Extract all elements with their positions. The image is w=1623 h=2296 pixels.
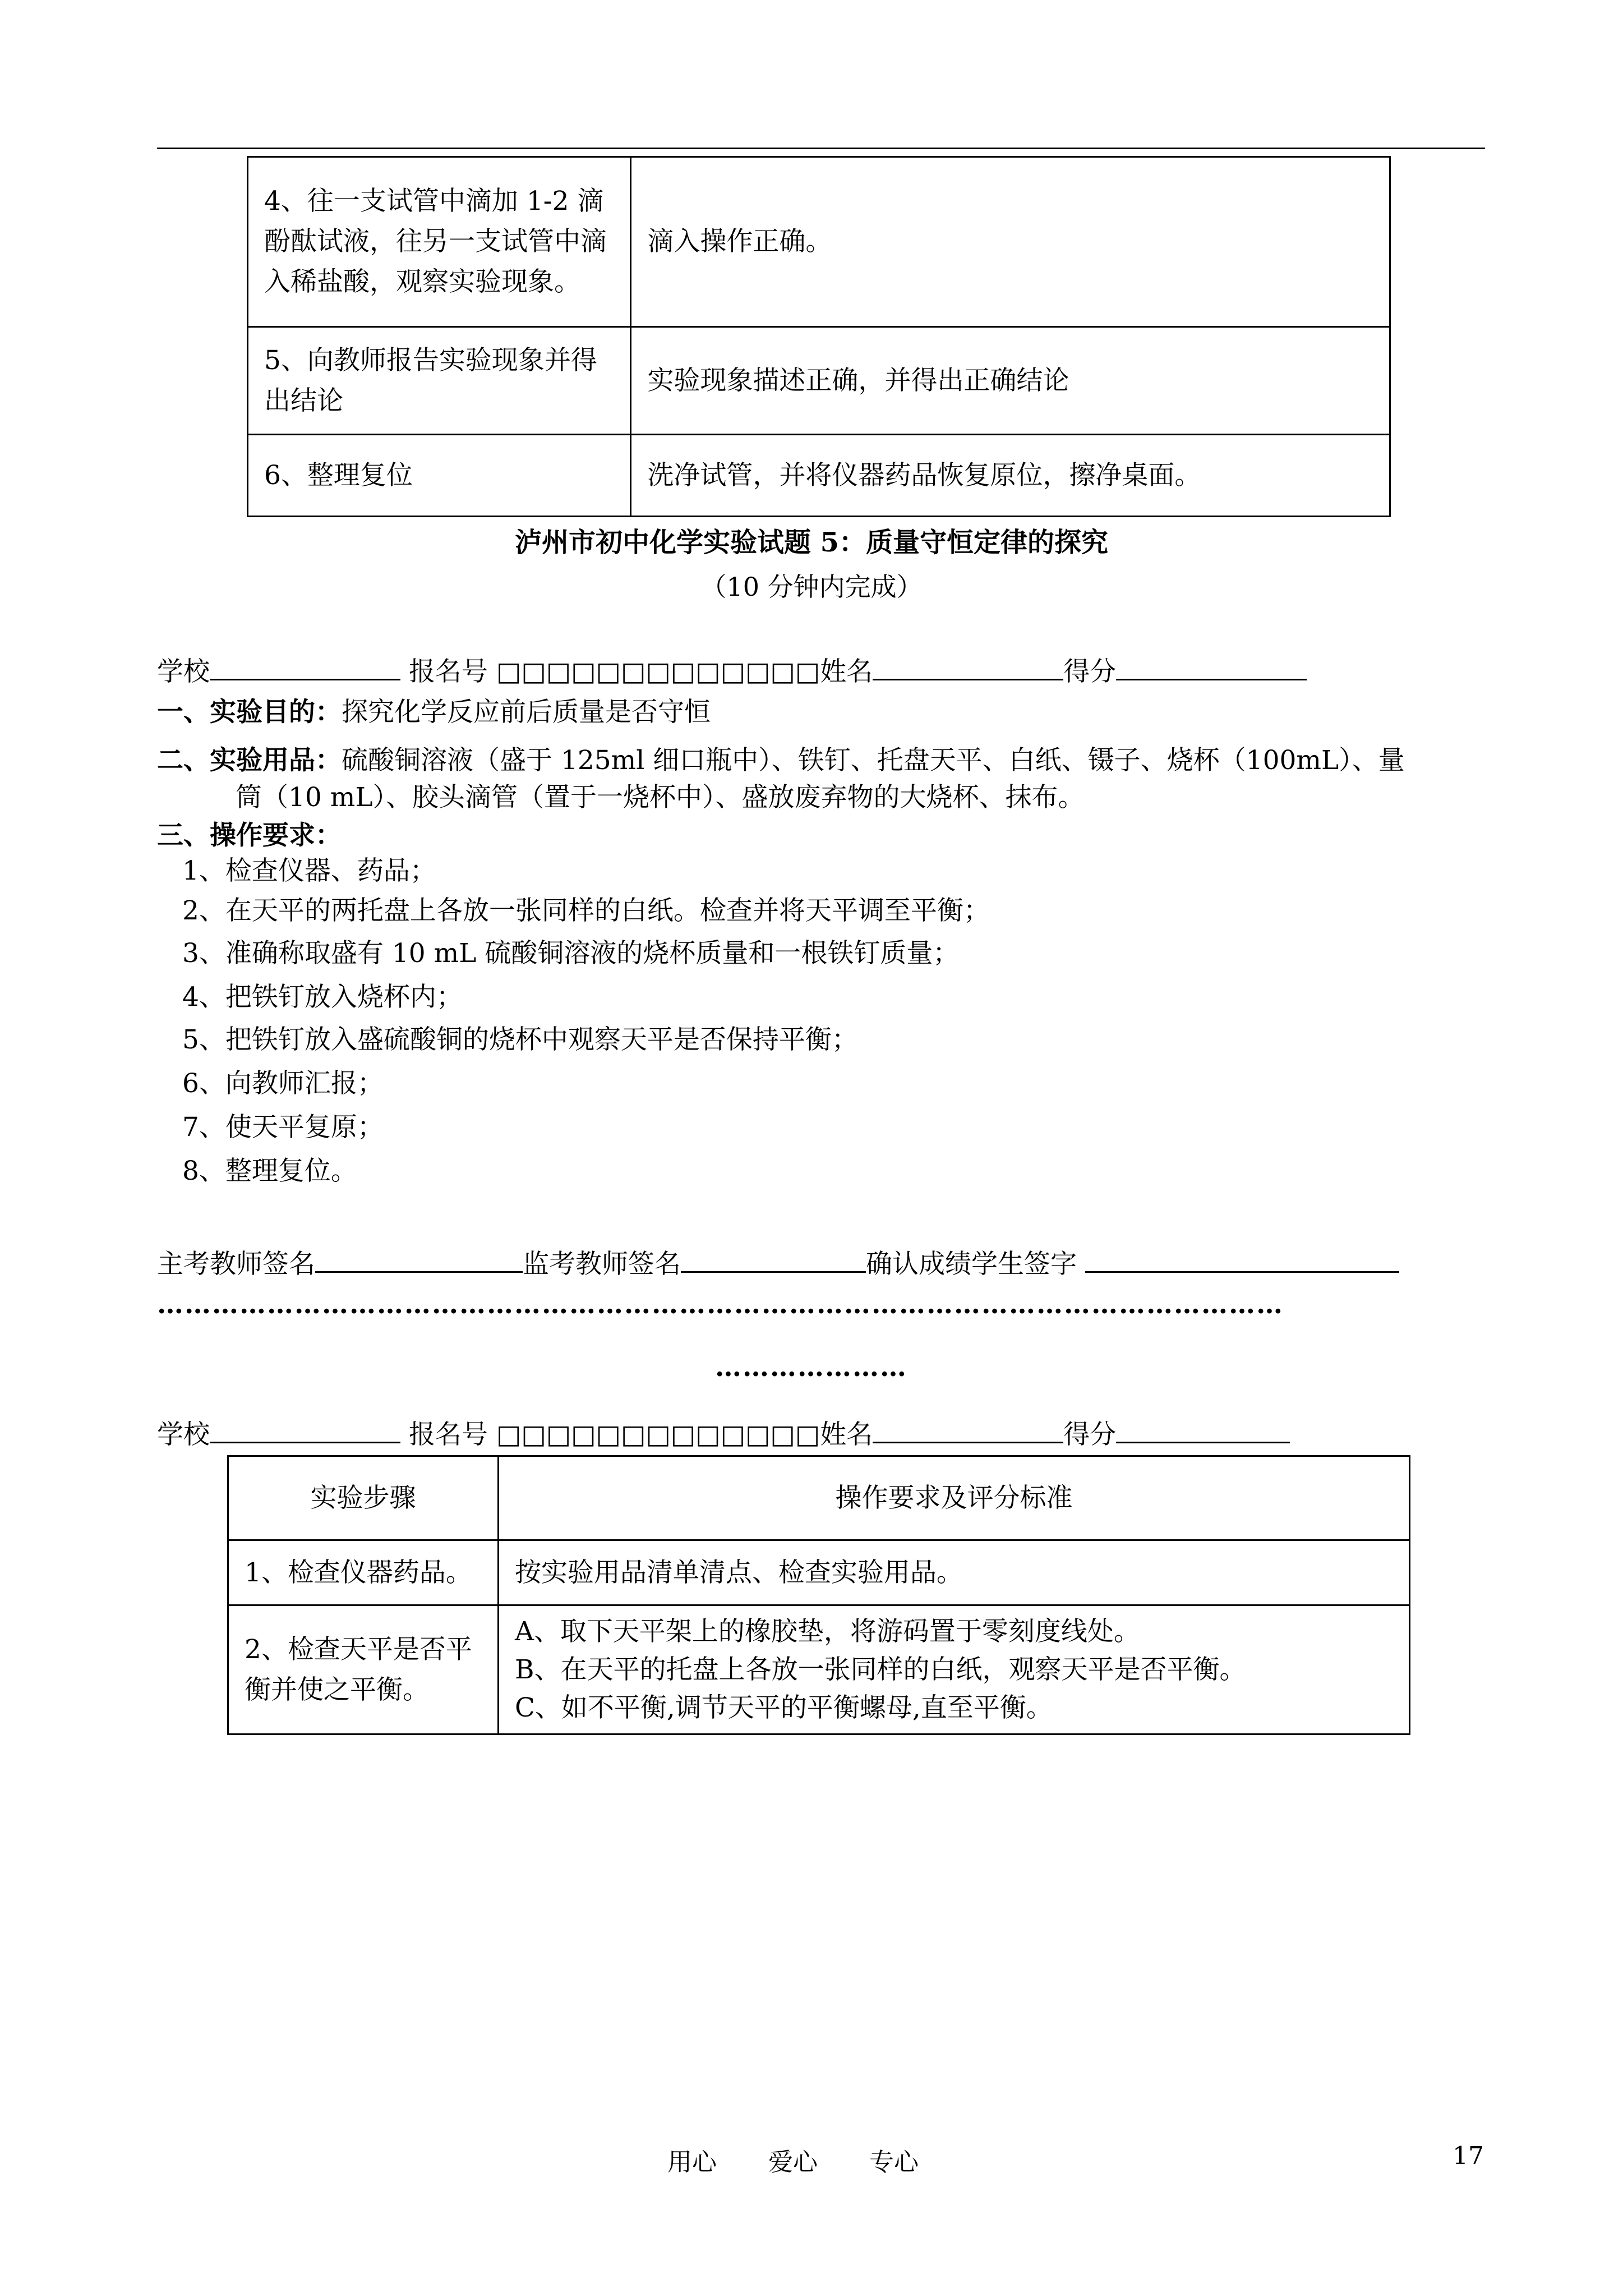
scoring-table-continued bbox=[247, 156, 1391, 517]
supplies-label: 二、实验用品： bbox=[157, 745, 342, 776]
table-row bbox=[228, 1605, 1410, 1734]
info-line bbox=[157, 651, 1307, 688]
proctor-sign-label: 监考教师签名 bbox=[523, 1249, 681, 1280]
op-item: 4、把铁钉放入烧杯内； bbox=[182, 982, 463, 1013]
exam-title: 泸州市初中化学实验试题 5：质量守恒定律的探究 bbox=[514, 527, 1109, 558]
signature-line bbox=[157, 1243, 1399, 1281]
standard-cell: 按实验用品清单清点、检查实验用品。 bbox=[498, 1540, 1409, 1605]
supplies-line-2: 筒（10 mL）、胶头滴管（置于一烧杯中）、盛放废弃物的大烧杯、抹布。 bbox=[236, 782, 1085, 813]
chief-sign-label: 主考教师签名 bbox=[157, 1249, 315, 1280]
step-cell: 1、检查仪器药品。 bbox=[228, 1540, 499, 1605]
op-item: 2、在天平的两托盘上各放一张同样的白纸。检查并将天平调至平衡； bbox=[182, 895, 990, 926]
score-field[interactable] bbox=[1116, 1420, 1290, 1443]
ops-label: 三、操作要求： bbox=[157, 820, 342, 851]
op-item: 6、向教师汇报； bbox=[182, 1068, 384, 1099]
footer-motto-3: 专心 bbox=[869, 2148, 919, 2177]
name-field[interactable] bbox=[873, 1420, 1063, 1443]
table-header-row bbox=[228, 1456, 1410, 1540]
reg-no-boxes[interactable]: □□□□□□□□□□□□□ bbox=[496, 656, 820, 687]
cut-line-short: ………………… bbox=[715, 1352, 907, 1383]
school-label: 学校 bbox=[157, 1419, 210, 1450]
op-item: 1、检查仪器、药品； bbox=[182, 855, 436, 886]
standard-cell: 洗净试管，并将仪器药品恢复原位，擦净桌面。 bbox=[631, 435, 1390, 517]
proctor-sign-field[interactable] bbox=[681, 1250, 866, 1273]
time-note: （10 分钟内完成） bbox=[700, 572, 923, 602]
school-label: 学校 bbox=[157, 656, 210, 687]
purpose-text: 探究化学反应前后质量是否守恒 bbox=[342, 697, 711, 728]
header-standard: 操作要求及评分标准 bbox=[498, 1456, 1409, 1540]
op-item: 8、整理复位。 bbox=[182, 1156, 357, 1186]
student-sign-field[interactable] bbox=[1085, 1250, 1399, 1273]
supplies-text: 硫酸铜溶液（盛于 125ml 细口瓶中）、铁钉、托盘天平、白纸、镊子、烧杯（100mL）、量 bbox=[342, 745, 1405, 776]
footer-motto-1: 用心 bbox=[667, 2148, 717, 2177]
op-item: 3、准确称取盛有 10 mL 硫酸铜溶液的烧杯质量和一根铁钉质量； bbox=[182, 938, 960, 969]
student-sign-label: 确认成绩学生签字 bbox=[866, 1249, 1077, 1280]
cut-line: …………………………………………………………………………………………………………… bbox=[157, 1289, 1284, 1320]
table-row bbox=[248, 327, 1390, 435]
step-cell: 6、整理复位 bbox=[248, 435, 631, 517]
reg-no-label: 报名号 bbox=[408, 656, 488, 687]
school-field[interactable] bbox=[210, 657, 400, 680]
footer-motto-2: 爱心 bbox=[768, 2148, 818, 2177]
supplies-line bbox=[157, 739, 1405, 777]
standard-cell bbox=[498, 1605, 1409, 1734]
purpose-label: 一、实验目的： bbox=[157, 697, 342, 728]
info-line-2 bbox=[157, 1414, 1290, 1451]
standard-item-a: A、取下天平架上的橡胶垫，将游码置于零刻度线处。 bbox=[514, 1616, 1140, 1647]
op-item: 5、把铁钉放入盛硫酸铜的烧杯中观察天平是否保持平衡； bbox=[182, 1024, 858, 1055]
table-row bbox=[228, 1540, 1410, 1605]
name-field[interactable] bbox=[873, 657, 1063, 680]
name-label: 姓名 bbox=[820, 1419, 873, 1450]
step-cell: 4、往一支试管中滴加 1-2 滴酚酞试液，往另一支试管中滴入稀盐酸，观察实验现象。 bbox=[248, 157, 631, 327]
scoring-table bbox=[227, 1455, 1410, 1735]
standard-item-c: C、如不平衡,调节天平的平衡螺母,直至平衡。 bbox=[514, 1692, 1053, 1723]
op-item: 7、使天平复原； bbox=[182, 1112, 384, 1143]
table-row bbox=[248, 157, 1390, 327]
step-cell: 5、向教师报告实验现象并得出结论 bbox=[248, 327, 631, 435]
score-label: 得分 bbox=[1063, 1419, 1117, 1450]
step-cell: 2、检查天平是否平衡并使之平衡。 bbox=[228, 1605, 499, 1734]
school-field[interactable] bbox=[210, 1420, 400, 1443]
name-label: 姓名 bbox=[820, 656, 873, 687]
score-label: 得分 bbox=[1063, 656, 1117, 687]
header-step: 实验步骤 bbox=[228, 1456, 499, 1540]
table-row bbox=[248, 435, 1390, 517]
standard-cell: 实验现象描述正确，并得出正确结论 bbox=[631, 327, 1390, 435]
page-number: 17 bbox=[1453, 2142, 1484, 2170]
score-field[interactable] bbox=[1116, 657, 1307, 680]
header-rule bbox=[157, 148, 1485, 149]
standard-item-b: B、在天平的托盘上各放一张同样的白纸，观察天平是否平衡。 bbox=[514, 1654, 1246, 1685]
standard-cell: 滴入操作正确。 bbox=[631, 157, 1390, 327]
reg-no-label: 报名号 bbox=[408, 1419, 488, 1450]
chief-sign-field[interactable] bbox=[315, 1250, 523, 1273]
reg-no-boxes[interactable]: □□□□□□□□□□□□□ bbox=[496, 1419, 820, 1450]
purpose-line bbox=[157, 691, 711, 729]
